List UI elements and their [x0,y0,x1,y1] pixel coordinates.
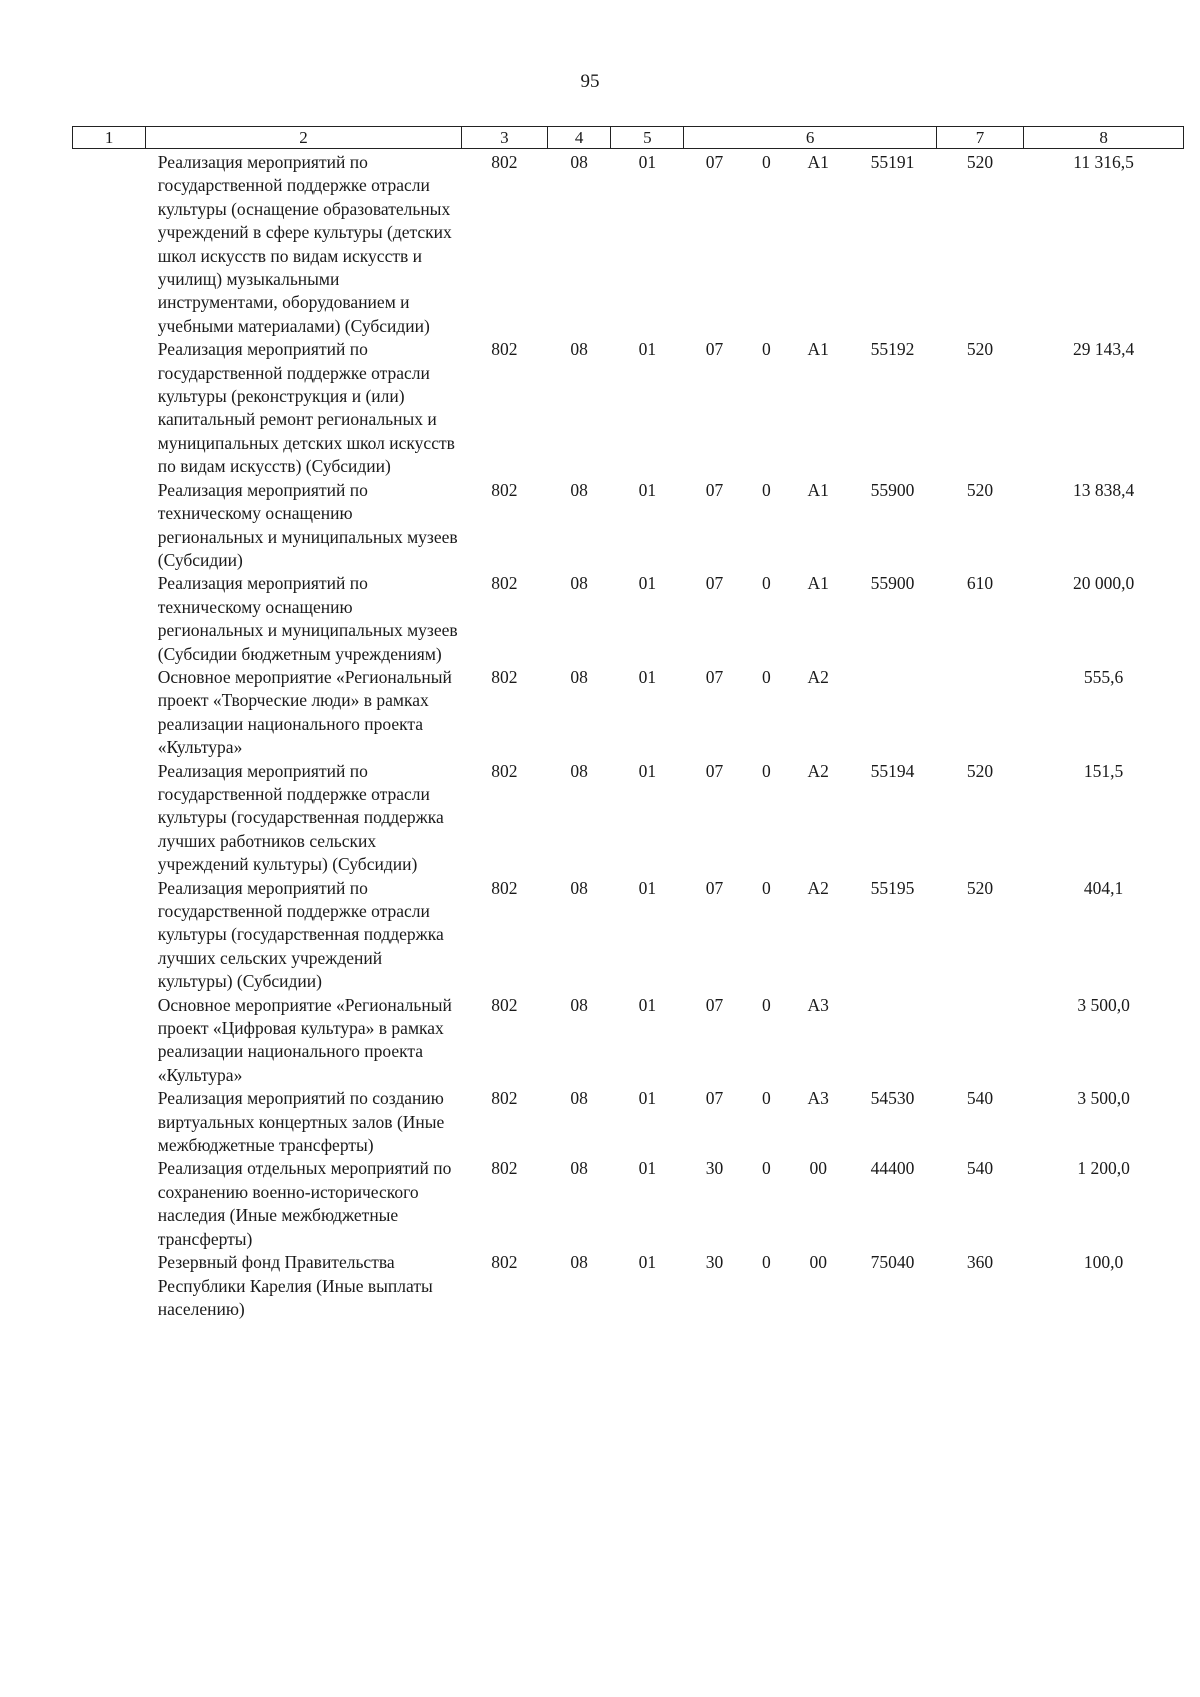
cell-subsection-code: 01 [638,152,657,172]
row-description: Реализация мероприятий по созданию виртуальных концертных залов (Иные межбюджетные трансферты) [157,1088,445,1156]
cell-subsection-code: 01 [638,994,657,1015]
cell-program-code: 30 [705,1158,724,1179]
cell-subsection-code: 01 [638,666,657,687]
cell-section-code: 08 [570,152,588,172]
cell-amount: 11 316,5 [1073,152,1134,172]
cell-direction-code: 55900 [870,573,915,594]
cell-ministry-code: 802 [491,152,518,172]
cell-subsection-code: 01 [638,339,657,360]
cell-amount: 13 838,4 [1072,479,1135,500]
cell-amount: 1 200,0 [1077,1158,1130,1179]
cell-amount: 3 500,0 [1077,994,1130,1015]
cell-project-code: A1 [807,152,829,172]
cell-empty [73,1087,146,1157]
cell-direction-code [849,666,936,760]
cell-direction-code: 55192 [870,339,915,360]
cell-subsection-code: 01 [638,760,657,781]
cell-direction-code: 55900 [870,479,915,500]
cell-project-code: A1 [807,573,829,594]
row-description: Основное мероприятие «Региональный проект «Творческие люди» в рамках реализации национального проекта «Культура» [157,666,452,758]
cell-subprogram-code: 0 [761,1252,771,1273]
cell-program-code: 07 [705,479,724,500]
cell-section-code: 08 [570,479,588,500]
table-row [73,338,1184,478]
table-row [73,760,1184,877]
header-cell: 1 [73,127,146,149]
cell-empty [73,1251,146,1321]
cell-expense-type: 610 [966,573,994,594]
table-row [73,1251,1184,1321]
cell-project-code: A3 [807,994,829,1015]
cell-expense-type: 520 [966,760,994,781]
cell-ministry-code: 802 [491,479,518,500]
row-description: Реализация отдельных мероприятий по сохранению военно-исторического наследия (Иные межбюджетные трансферты) [157,1158,452,1249]
table-body [73,149,1184,1322]
header-cell: 7 [936,127,1023,149]
table-row [73,149,1184,339]
row-description: Реализация мероприятий по техническому оснащению региональных и муниципальных музеев (Субсидии бюджетным учреждениям) [157,573,458,664]
table-row [73,1087,1184,1157]
cell-subsection-code: 01 [638,1158,657,1179]
cell-empty [73,760,146,877]
cell-program-code: 30 [705,1252,724,1273]
cell-empty [73,877,146,994]
cell-subprogram-code: 0 [761,152,771,172]
cell-subsection-code: 01 [638,1252,657,1273]
cell-subsection-code: 01 [638,877,657,898]
cell-direction-code: 55194 [870,760,915,781]
cell-program-code: 07 [705,339,724,360]
cell-expense-type: 360 [966,1252,994,1273]
cell-subsection-code: 01 [638,1088,657,1109]
header-cell: 4 [548,127,611,149]
header-cell: 5 [611,127,684,149]
cell-subprogram-code: 0 [761,339,771,360]
cell-ministry-code: 802 [491,666,518,687]
cell-expense-type: 540 [966,1158,994,1179]
cell-ministry-code: 802 [491,1158,518,1179]
cell-empty [73,479,146,573]
cell-program-code: 07 [705,573,724,594]
cell-expense-type: 520 [966,479,994,500]
cell-empty [73,994,146,1088]
cell-amount: 555,6 [1083,666,1124,687]
row-description: Реализация мероприятий по государственной поддержке отрасли культуры (государственная поддержка лучших работников сельских учреждений культуры) (Субсидии) [157,760,444,875]
table-row [73,877,1184,994]
table-row [73,572,1184,666]
cell-ministry-code: 802 [491,1088,518,1109]
cell-project-code: A2 [807,760,829,781]
cell-project-code: A2 [807,666,829,687]
table-row [73,479,1184,573]
cell-project-code: A1 [807,479,829,500]
budget-table [72,126,1184,1321]
cell-section-code: 08 [570,760,588,781]
cell-direction-code: 55195 [870,877,915,898]
cell-program-code: 07 [705,877,724,898]
cell-amount: 151,5 [1083,760,1124,781]
page-number: 95 [580,71,600,92]
cell-direction-code: 55191 [870,152,915,172]
cell-expense-type: 520 [966,152,994,172]
cell-subprogram-code: 0 [761,1158,771,1179]
cell-ministry-code: 802 [491,339,518,360]
cell-section-code: 08 [570,877,588,898]
cell-program-code: 07 [705,1088,724,1109]
cell-subprogram-code: 0 [761,1088,771,1109]
cell-amount: 404,1 [1083,877,1124,898]
cell-subprogram-code: 0 [761,479,771,500]
cell-ministry-code: 802 [491,994,518,1015]
header-cell: 2 [146,127,461,149]
cell-ministry-code: 802 [491,877,518,898]
cell-expense-type [936,994,1023,1088]
table-row [73,1157,1184,1251]
cell-subprogram-code: 0 [761,573,771,594]
cell-direction-code [849,994,936,1088]
cell-subsection-code: 01 [638,479,657,500]
cell-program-code: 07 [705,994,724,1015]
row-description: Основное мероприятие «Региональный проект «Цифровая культура» в рамках реализации национального проекта «Культура» [157,994,452,1085]
cell-ministry-code: 802 [491,573,518,594]
cell-expense-type: 520 [966,339,994,360]
cell-program-code: 07 [705,666,724,687]
cell-project-code: 00 [809,1252,827,1273]
row-description: Резервный фонд Правительства Республики Карелия (Иные выплаты населению) [157,1252,433,1319]
header-row [73,127,1184,149]
row-description: Реализация мероприятий по техническому оснащению региональных и муниципальных музеев (Субсидии) [157,479,458,570]
table-row [73,666,1184,760]
cell-ministry-code: 802 [491,1252,518,1273]
cell-expense-type [936,666,1023,760]
cell-empty [73,1157,146,1251]
cell-section-code: 08 [570,339,588,360]
cell-section-code: 08 [570,1252,588,1273]
cell-amount: 100,0 [1083,1252,1124,1273]
cell-program-code: 07 [705,152,724,172]
cell-section-code: 08 [570,666,588,687]
table-row [73,994,1184,1088]
cell-project-code: A3 [807,1088,829,1109]
cell-empty [73,338,146,478]
cell-direction-code: 44400 [870,1158,915,1179]
cell-subprogram-code: 0 [761,994,771,1015]
cell-subprogram-code: 0 [761,877,771,898]
cell-subprogram-code: 0 [761,760,771,781]
cell-section-code: 08 [570,573,588,594]
header-cell: 3 [461,127,547,149]
cell-expense-type: 540 [966,1088,994,1109]
cell-project-code: A1 [807,339,829,360]
cell-subprogram-code: 0 [761,666,771,687]
cell-section-code: 08 [570,1158,588,1179]
header-cell: 8 [1024,127,1184,149]
cell-direction-code: 54530 [870,1088,915,1109]
cell-ministry-code: 802 [491,760,518,781]
cell-section-code: 08 [570,1088,588,1109]
header-cell: 6 [684,127,936,149]
cell-amount: 3 500,0 [1077,1088,1130,1109]
cell-empty [73,666,146,760]
row-description: Реализация мероприятий по государственной поддержке отрасли культуры (реконструкция и (или) капитальный ремонт региональных и муниципальных детских школ искусств по видам искусств) (Субсидии) [157,339,455,477]
cell-project-code: 00 [809,1158,827,1179]
cell-direction-code: 75040 [870,1252,915,1273]
cell-section-code: 08 [570,994,588,1015]
cell-project-code: A2 [807,877,829,898]
row-description: Реализация мероприятий по государственной поддержке отрасли культуры (оснащение образовательных учреждений в сфере культуры (детских школ искусств по видам искусств и училищ) музыкальными инструментами, оборудованием и учебными материалами) (Субсидии) [157,152,452,336]
cell-amount: 29 143,4 [1072,339,1135,360]
cell-empty [73,149,146,339]
row-description: Реализация мероприятий по государственной поддержке отрасли культуры (государственная поддержка лучших сельских учреждений культуры) (Субсидии) [157,877,444,992]
cell-subsection-code: 01 [638,573,657,594]
cell-program-code: 07 [705,760,724,781]
cell-expense-type: 520 [966,877,994,898]
cell-empty [73,572,146,666]
cell-amount: 20 000,0 [1072,573,1135,594]
